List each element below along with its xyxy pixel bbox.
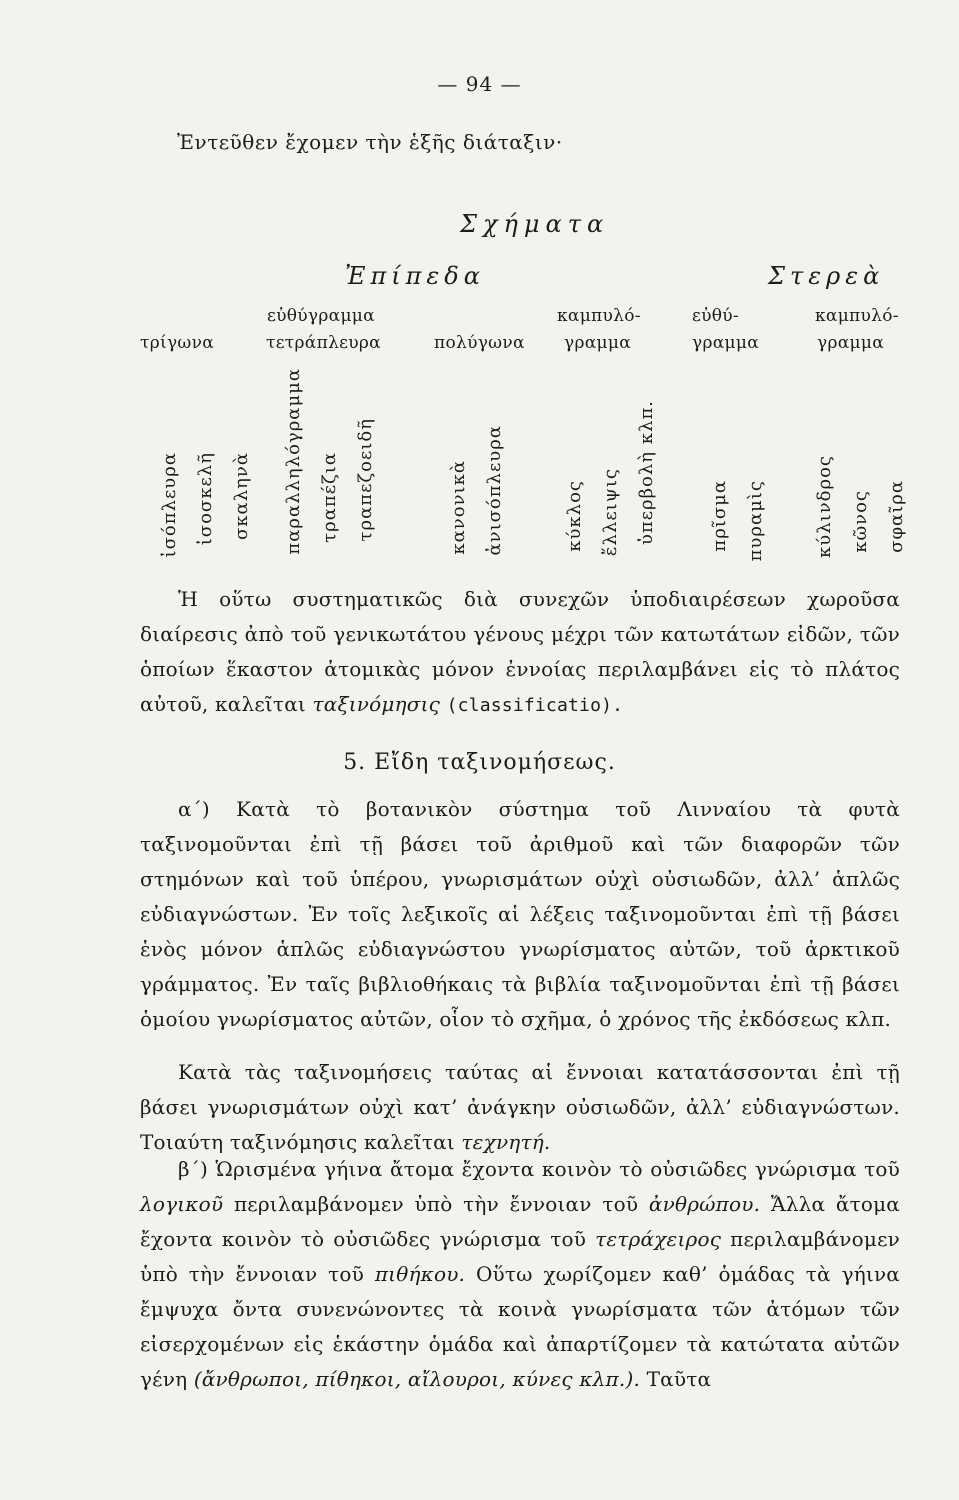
label-curvilinear-solid: καμπυλό- — [815, 306, 899, 326]
paragraph-text: Κατὰ τὰς ταξινομήσεις ταύτας αἱ ἔννοιαι κατατάσσονται ἐπὶ τῇ βάσει γνωρισμάτων οὐχὶ κατ’ ἀνάγκην οὐσιωδῶν, ἀλλ’ εὐδιαγνώστων. Τοιαύτη ταξινόμησις καλεῖται — [140, 1060, 900, 1154]
species-label: παραλληλόγραμμα — [283, 368, 304, 555]
section-title: 5. Εἴδη ταξινομήσεως. — [343, 750, 616, 775]
latin-term: (classificatio). — [446, 695, 624, 716]
species-label: κῶνος — [850, 490, 871, 553]
paragraph-alpha — [140, 792, 900, 1037]
paragraph-artificial — [140, 1055, 900, 1160]
species-label: ἰσοσκελῆ — [195, 452, 216, 546]
paragraph-text: περιλαμβάνομεν ὑπὸ τὴν ἔννοιαν τοῦ — [140, 1227, 900, 1286]
paragraph-text: β΄) Ὡρισμένα γήινα ἄτομα ἔχοντα κοινὸν τὸ οὐσιῶδες γνώρισμα τοῦ — [178, 1157, 900, 1181]
classification-title: Σχήματα — [460, 210, 610, 238]
species-label: τραπεζοειδῆ — [355, 418, 376, 542]
species-label: πυραμὶς — [745, 480, 766, 562]
species-label: τραπέζια — [319, 452, 340, 543]
label-gramma-2: γραμμα — [692, 333, 760, 353]
species-label: σφαῖρα — [886, 480, 907, 553]
species-label: σκαληνὰ — [231, 452, 252, 540]
species-label: κύκλος — [564, 480, 585, 552]
label-gramma-3: γραμμα — [817, 333, 885, 353]
species-label: ἔλλειψις — [600, 468, 621, 557]
label-curvilinear-plane: καμπυλό- — [557, 306, 641, 326]
label-triangles: τρίγωνα — [140, 333, 215, 353]
label-rectilinear: εὐθύγραμμα — [267, 306, 375, 326]
term-italic: τεχνητή. — [461, 1130, 551, 1154]
term-italic: (ἄνθρωποι, πίθηκοι, αἴλουροι, κύνες κλπ.). — [193, 1367, 641, 1391]
label-gramma-1: γραμμα — [564, 333, 632, 353]
page-number: — 94 — — [437, 72, 522, 96]
label-polygons: πολύγωνα — [434, 333, 525, 353]
paragraph-text: Ταῦτα — [646, 1367, 712, 1391]
paragraph-classification — [140, 582, 900, 723]
species-label: πρῖσμα — [709, 480, 730, 552]
paragraph-beta — [140, 1152, 900, 1397]
intro-line: Ἐντεῦθεν ἔχομεν τὴν ἑξῆς διάταξιν· — [177, 130, 563, 154]
term-italic: ἀνθρώπου. — [648, 1192, 761, 1216]
paragraph-text: α΄) Κατὰ τὸ βοτανικὸν σύστημα τοῦ Λινναίου τὰ φυτὰ ταξινομοῦνται ἐπὶ τῇ βάσει τοῦ ἀριθμοῦ καὶ τῶν διαφορῶν τῶν στημόνων καὶ τοῦ ὑπέρου, γνωρισμάτων οὐχὶ οὐσιωδῶν, ἀλλ’ ἁπλῶς εὐδιαγνώστων. Ἐν τοῖς λεξικοῖς αἱ λέξεις ταξινομοῦνται ἐπὶ τῇ βάσει ἑνὸς μόνον ἁπλῶς εὐδιαγνώστου γνωρίσματος αὐτῶν, τοῦ ἀρκτικοῦ γράμματος. Ἐν ταῖς βιβλιοθήκαις τὰ βιβλία ταξινομοῦνται ἐπὶ τῇ βάσει ὁμοίου γνωρίσματος αὐτῶν, οἷον τὸ σχῆμα, ὁ χρόνος τῆς ἐκδόσεως κλπ. — [140, 797, 900, 1031]
label-quadrilaterals: τετράπλευρα — [266, 333, 381, 353]
species-label: κύλινδρος — [814, 455, 835, 558]
term-italic: ταξινόμησις — [312, 692, 441, 716]
species-label: ἀνισόπλευρα — [484, 425, 505, 556]
label-rectilinear-solid: εὐθύ- — [692, 306, 739, 326]
term-italic: λογικοῦ — [140, 1192, 224, 1216]
species-label: ἰσόπλευρα — [159, 452, 180, 558]
term-italic: πιθήκου. — [374, 1262, 466, 1286]
species-label: ὑπερβολὴ κλπ. — [636, 400, 657, 546]
paragraph-text: Ἄλλα ἄτομα ἔχοντα κοινὸν τὸ οὐσιῶδες γνώρισμα τοῦ — [140, 1192, 901, 1251]
term-italic: τετράχειρος — [595, 1227, 722, 1251]
species-label: κανονικὰ — [448, 460, 469, 555]
paragraph-text: περιλαμβάνομεν ὑπὸ τὴν ἔννοιαν τοῦ — [233, 1192, 639, 1216]
heading-solid: Στερεὰ — [768, 262, 885, 290]
paragraph-text: Ἡ οὕτω συστηματικῶς διὰ συνεχῶν ὑποδιαιρέσεων χωροῦσα διαίρεσις ἀπὸ τοῦ γενικωτάτου γένους μέχρι τῶν κατωτάτων εἰδῶν, τῶν ὁποίων ἕκαστον ἀτομικὰς μόνον ἐννοίας περιλαμβάνει εἰς τὸ πλάτος αὐτοῦ, καλεῖται — [140, 587, 900, 716]
heading-plane: Ἐπίπεδα — [345, 262, 485, 290]
paragraph-text: Οὕτω χωρίζομεν καθ’ ὁμάδας τὰ γήινα ἔμψυχα ὄντα συνενώνοντες τὰ κοινὰ γνωρίσματα τῶν ἀτόμων τῶν εἰσερχομένων εἰς ἑκάστην ὁμάδα καὶ ἀπαρτίζομεν τὰ κατώτατα αὐτῶν γένη — [140, 1262, 901, 1391]
